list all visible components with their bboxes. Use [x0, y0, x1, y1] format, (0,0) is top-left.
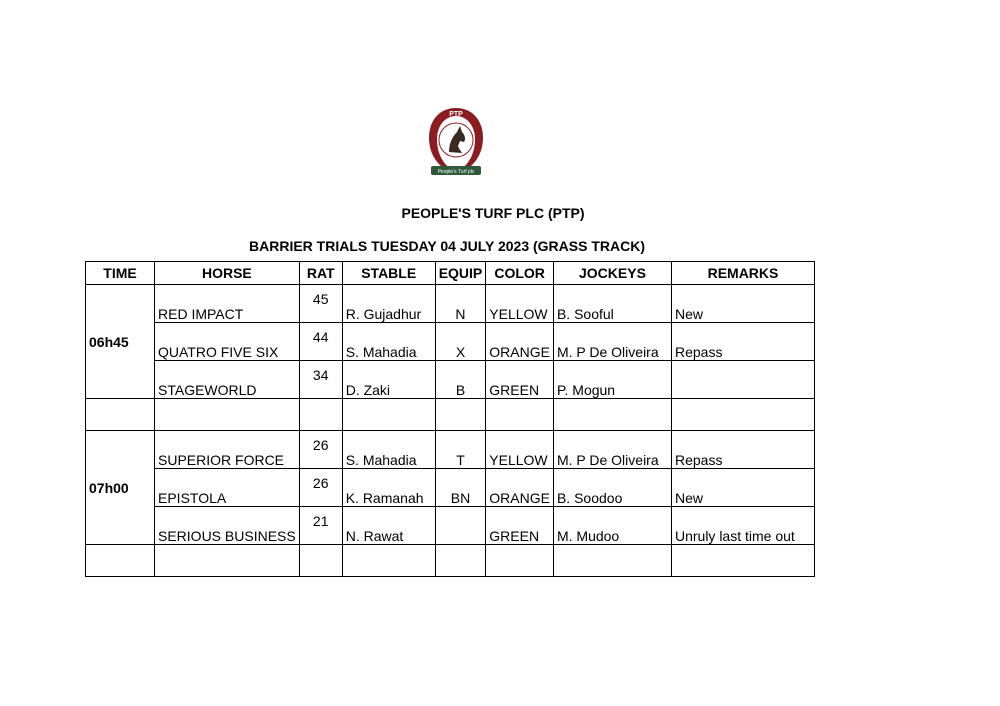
col-remarks: REMARKS: [671, 262, 814, 285]
horse-cell: EPISTOLA: [155, 469, 300, 507]
equip-cell: [435, 507, 486, 545]
equip-cell: T: [435, 431, 486, 469]
jockey-cell: M. P De Oliveira: [553, 431, 671, 469]
stable-cell: S. Mahadia: [342, 323, 435, 361]
spacer-row: [86, 399, 815, 431]
color-cell: YELLOW: [486, 431, 554, 469]
color-cell: GREEN: [486, 361, 554, 399]
horse-cell: RED IMPACT: [155, 285, 300, 323]
table-row: [86, 431, 815, 469]
color-cell: ORANGE: [486, 469, 554, 507]
rat-cell: 26: [299, 431, 342, 469]
jockey-cell: M. P De Oliveira: [553, 323, 671, 361]
table-row: [86, 507, 815, 545]
table-row: [86, 285, 815, 323]
remarks-cell: New: [671, 469, 814, 507]
color-cell: ORANGE: [486, 323, 554, 361]
horseshoe-logo-icon: [425, 104, 487, 178]
header-row: [86, 262, 815, 285]
stable-cell: R. Gujadhur: [342, 285, 435, 323]
col-equip: EQUIP: [435, 262, 486, 285]
company-title: PEOPLE'S TURF PLC (PTP): [401, 205, 585, 221]
color-cell: GREEN: [486, 507, 554, 545]
stable-cell: K. Ramanah: [342, 469, 435, 507]
rat-cell: 34: [299, 361, 342, 399]
horse-cell: STAGEWORLD: [155, 361, 300, 399]
rat-cell: 45: [299, 285, 342, 323]
remarks-cell: Repass: [671, 431, 814, 469]
trials-table: [85, 261, 815, 577]
col-color: COLOR: [486, 262, 554, 285]
jockey-cell: P. Mogun: [553, 361, 671, 399]
remarks-cell: [671, 361, 814, 399]
spacer-row: [86, 545, 815, 577]
equip-cell: N: [435, 285, 486, 323]
col-stable: STABLE: [342, 262, 435, 285]
logo-text: PTP: [449, 111, 463, 118]
ptp-logo: [425, 104, 487, 178]
stable-cell: N. Rawat: [342, 507, 435, 545]
jockey-cell: B. Soodoo: [553, 469, 671, 507]
horse-cell: SUPERIOR FORCE: [155, 431, 300, 469]
table-row: [86, 469, 815, 507]
remarks-cell: New: [671, 285, 814, 323]
col-rat: RAT: [299, 262, 342, 285]
col-horse: HORSE: [155, 262, 300, 285]
table-row: [86, 323, 815, 361]
equip-cell: BN: [435, 469, 486, 507]
remarks-cell: Unruly last time out: [671, 507, 814, 545]
color-cell: YELLOW: [486, 285, 554, 323]
logo-subtext: People's Turf plc: [437, 169, 475, 175]
rat-cell: 44: [299, 323, 342, 361]
trials-subtitle: BARRIER TRIALS TUESDAY 04 JULY 2023 (GRASS TRACK): [249, 238, 645, 254]
stable-cell: D. Zaki: [342, 361, 435, 399]
time-cell: 06h45: [86, 285, 155, 399]
time-cell: 07h00: [86, 431, 155, 545]
equip-cell: X: [435, 323, 486, 361]
jockey-cell: M. Mudoo: [553, 507, 671, 545]
remarks-cell: Repass: [671, 323, 814, 361]
col-time: TIME: [86, 262, 155, 285]
horse-cell: QUATRO FIVE SIX: [155, 323, 300, 361]
table-row: [86, 361, 815, 399]
jockey-cell: B. Sooful: [553, 285, 671, 323]
col-jockeys: JOCKEYS: [553, 262, 671, 285]
horse-cell: SERIOUS BUSINESS: [155, 507, 300, 545]
rat-cell: 21: [299, 507, 342, 545]
stable-cell: S. Mahadia: [342, 431, 435, 469]
rat-cell: 26: [299, 469, 342, 507]
equip-cell: B: [435, 361, 486, 399]
